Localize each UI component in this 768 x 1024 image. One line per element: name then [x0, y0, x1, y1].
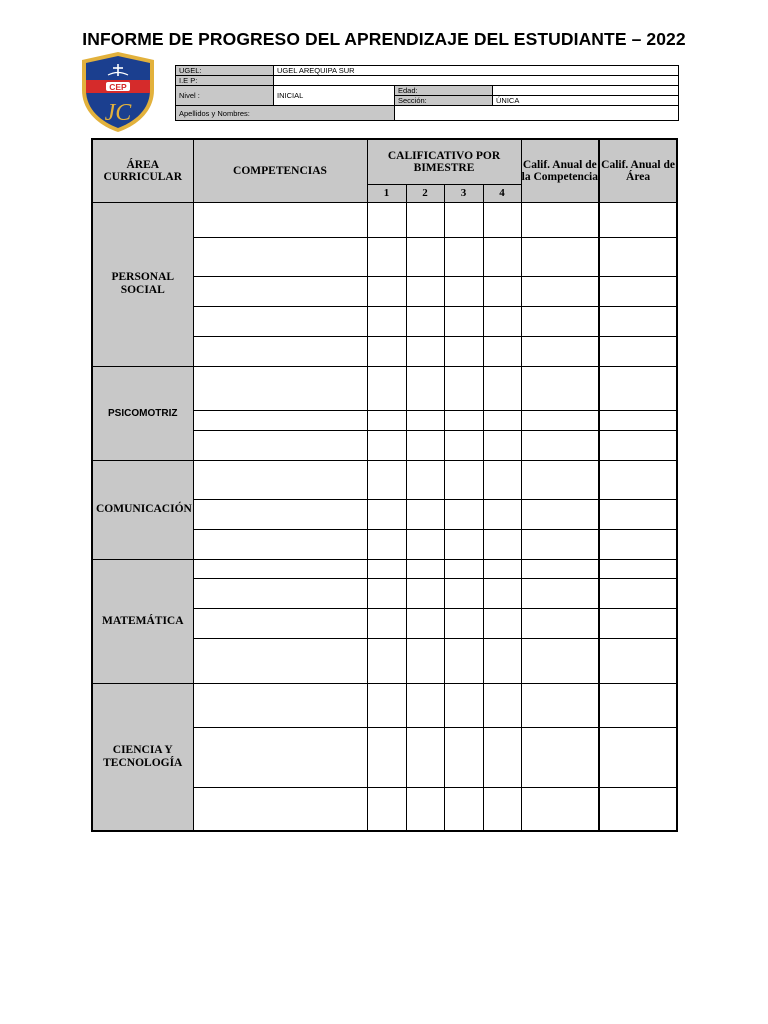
nivel-label: Nivel :: [176, 86, 274, 106]
header-calificativo: CALIFICATIVO POR BIMESTRE: [367, 139, 521, 184]
svg-text:JC: JC: [104, 100, 132, 126]
nombres-label: Apellidos y Nombres:: [176, 106, 395, 121]
nivel-value: INICIAL: [274, 86, 395, 106]
header-anual-competencia: Calif. Anual de la Competencia: [521, 139, 599, 202]
header-area: ÁREA CURRICULAR: [92, 139, 193, 202]
nombres-value: [395, 106, 679, 121]
table-row: [92, 559, 677, 578]
student-info-table: [175, 65, 679, 121]
table-row: [92, 683, 677, 727]
seccion-label: Sección:: [395, 96, 493, 106]
header-bimestre-2: 2: [406, 184, 444, 202]
ugel-label: UGEL:: [176, 66, 274, 76]
edad-label: Edad:: [395, 86, 493, 96]
table-row: [92, 460, 677, 499]
grades-table: [91, 138, 678, 832]
area-matematica: MATEMÁTICA: [92, 559, 193, 683]
edad-value: [493, 86, 679, 96]
iep-value: [274, 76, 679, 86]
document-title: INFORME DE PROGRESO DEL APRENDIZAJE DEL ESTUDIANTE – 2022: [82, 29, 686, 49]
area-comunicacion: COMUNICACIÓN: [92, 460, 193, 559]
header-anual-area: Calif. Anual de Área: [599, 139, 677, 202]
ugel-value: UGEL AREQUIPA SUR: [274, 66, 679, 76]
area-ciencia-tecnologia: CIENCIA Y TECNOLOGÍA: [92, 683, 193, 831]
school-crest-logo: [78, 50, 158, 134]
area-psicomotriz: PSICOMOTRIZ: [92, 366, 193, 460]
header-bimestre-1: 1: [367, 184, 406, 202]
header-bimestre-3: 3: [444, 184, 483, 202]
header-bimestre-4: 4: [483, 184, 521, 202]
table-row: [92, 202, 677, 237]
iep-label: I.E P:: [176, 76, 274, 86]
header-competencias: COMPETENCIAS: [193, 139, 367, 202]
seccion-value: ÚNICA: [493, 96, 679, 106]
area-personal-social: PERSONAL SOCIAL: [92, 202, 193, 366]
table-row: [92, 366, 677, 410]
svg-text:CEP: CEP: [109, 81, 127, 92]
